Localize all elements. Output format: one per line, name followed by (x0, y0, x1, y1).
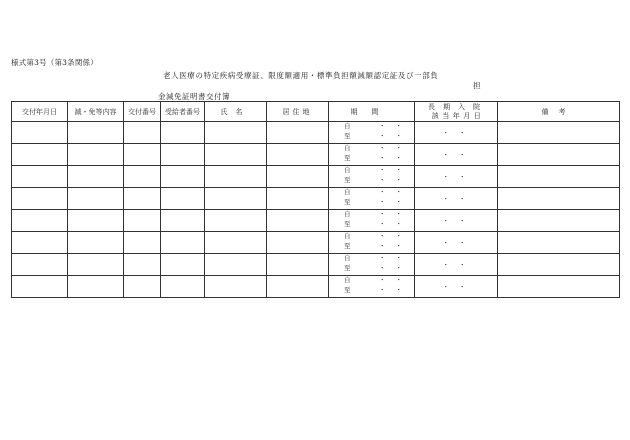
cell-name[interactable] (205, 210, 267, 232)
cell-address[interactable] (267, 254, 329, 276)
period-to-mark: 至 (344, 176, 351, 184)
period-to-mark: 至 (344, 220, 351, 228)
cell-issue-number[interactable] (124, 276, 161, 298)
cell-address[interactable] (267, 210, 329, 232)
longstay-date-dots: ・・ (442, 239, 476, 247)
header-longstay (415, 102, 498, 122)
table-body (12, 122, 620, 298)
longstay-date-dots: ・・ (442, 151, 476, 159)
cell-remarks[interactable] (498, 232, 620, 254)
cell-address[interactable] (267, 122, 329, 144)
longstay-date-dots: ・・ (442, 173, 476, 181)
period-to-date-dots: ・・ (379, 198, 412, 206)
cell-issue-date[interactable] (12, 276, 68, 298)
period-from-mark: 自 (344, 254, 351, 262)
period-from-date-dots: ・・ (379, 144, 412, 152)
header-period: 期間 (329, 102, 415, 122)
period-from-date-dots: ・・ (379, 122, 412, 130)
cell-reduction-type[interactable] (68, 276, 124, 298)
cell-issue-number[interactable] (124, 232, 161, 254)
cell-issue-date[interactable] (12, 188, 68, 210)
cell-remarks[interactable] (498, 188, 620, 210)
period-to-date-dots: ・・ (379, 154, 412, 162)
form-number-label: 様式第3号（第3条関係） (11, 58, 98, 67)
header-recipient-number: 受給者番号 (161, 102, 205, 122)
cell-remarks[interactable] (498, 144, 620, 166)
cell-name[interactable] (205, 166, 267, 188)
cell-reduction-type[interactable] (68, 122, 124, 144)
document-title-line1: 老人医療の特定疾病受療証、限度額適用・標準負担額減額認定証及び一部負 (163, 71, 439, 80)
cell-reduction-type[interactable] (68, 232, 124, 254)
cell-name[interactable] (205, 188, 267, 210)
header-reduction-type: 減・免等内容 (68, 102, 124, 122)
period-from-mark: 自 (344, 210, 351, 218)
table-row (12, 254, 620, 276)
period-from-date-dots: ・・ (379, 254, 412, 262)
header-name: 氏名 (205, 102, 267, 122)
cell-period[interactable] (329, 254, 415, 276)
document-title-line2: 担 (473, 81, 481, 90)
issuance-register-table (11, 101, 620, 298)
cell-longstay-date[interactable] (415, 188, 498, 210)
table-row (12, 276, 620, 298)
cell-reduction-type[interactable] (68, 166, 124, 188)
cell-recipient-number[interactable] (161, 188, 205, 210)
cell-recipient-number[interactable] (161, 144, 205, 166)
cell-reduction-type[interactable] (68, 210, 124, 232)
cell-longstay-date[interactable] (415, 210, 498, 232)
cell-address[interactable] (267, 188, 329, 210)
cell-period[interactable] (329, 144, 415, 166)
header-longstay-line1: 長期入院 (428, 102, 488, 111)
cell-recipient-number[interactable] (161, 254, 205, 276)
cell-issue-date[interactable] (12, 232, 68, 254)
period-to-mark: 至 (344, 132, 351, 140)
period-to-mark: 至 (344, 242, 351, 250)
cell-longstay-date[interactable] (415, 122, 498, 144)
cell-address[interactable] (267, 144, 329, 166)
table-row (12, 122, 620, 144)
longstay-date-dots: ・・ (442, 217, 476, 225)
header-remarks: 備考 (498, 102, 620, 122)
cell-name[interactable] (205, 232, 267, 254)
cell-longstay-date[interactable] (415, 254, 498, 276)
period-to-mark: 至 (344, 286, 351, 294)
period-from-mark: 自 (344, 276, 351, 284)
table-row (12, 210, 620, 232)
cell-period[interactable] (329, 188, 415, 210)
period-from-date-dots: ・・ (379, 166, 412, 174)
period-to-mark: 至 (344, 198, 351, 206)
cell-issue-number[interactable] (124, 188, 161, 210)
cell-reduction-type[interactable] (68, 188, 124, 210)
table-row (12, 144, 620, 166)
cell-remarks[interactable] (498, 166, 620, 188)
cell-issue-number[interactable] (124, 122, 161, 144)
header-address: 居住地 (267, 102, 329, 122)
table-row (12, 188, 620, 210)
cell-issue-date[interactable] (12, 210, 68, 232)
cell-recipient-number[interactable] (161, 122, 205, 144)
cell-recipient-number[interactable] (161, 210, 205, 232)
table-row (12, 232, 620, 254)
cell-period[interactable] (329, 232, 415, 254)
cell-longstay-date[interactable] (415, 232, 498, 254)
period-to-mark: 至 (344, 154, 351, 162)
cell-address[interactable] (267, 166, 329, 188)
cell-remarks[interactable] (498, 122, 620, 144)
cell-issue-number[interactable] (124, 210, 161, 232)
cell-issue-date[interactable] (12, 144, 68, 166)
period-to-mark: 至 (344, 264, 351, 272)
header-issue-number: 交付番号 (124, 102, 161, 122)
period-from-mark: 自 (344, 232, 351, 240)
cell-reduction-type[interactable] (68, 144, 124, 166)
cell-issue-date[interactable] (12, 122, 68, 144)
period-to-date-dots: ・・ (379, 286, 412, 294)
cell-name[interactable] (205, 122, 267, 144)
cell-remarks[interactable] (498, 210, 620, 232)
longstay-date-dots: ・・ (442, 129, 476, 137)
cell-address[interactable] (267, 276, 329, 298)
period-to-date-dots: ・・ (379, 176, 412, 184)
cell-reduction-type[interactable] (68, 254, 124, 276)
document-title-line3: 金減免証明書交付簿 (158, 92, 230, 101)
header-issue-date: 交付年月日 (12, 102, 68, 122)
cell-name[interactable] (205, 144, 267, 166)
longstay-date-dots: ・・ (442, 283, 476, 291)
longstay-date-dots: ・・ (442, 195, 476, 203)
period-from-mark: 自 (344, 188, 351, 196)
cell-longstay-date[interactable] (415, 144, 498, 166)
cell-longstay-date[interactable] (415, 276, 498, 298)
cell-recipient-number[interactable] (161, 166, 205, 188)
cell-name[interactable] (205, 276, 267, 298)
cell-period[interactable] (329, 166, 415, 188)
cell-address[interactable] (267, 232, 329, 254)
cell-issue-number[interactable] (124, 166, 161, 188)
period-from-date-dots: ・・ (379, 232, 412, 240)
cell-period[interactable] (329, 276, 415, 298)
cell-remarks[interactable] (498, 276, 620, 298)
cell-issue-date[interactable] (12, 166, 68, 188)
cell-issue-number[interactable] (124, 144, 161, 166)
period-from-mark: 自 (344, 122, 351, 130)
period-from-date-dots: ・・ (379, 276, 412, 284)
cell-period[interactable] (329, 122, 415, 144)
cell-remarks[interactable] (498, 254, 620, 276)
period-from-date-dots: ・・ (379, 210, 412, 218)
cell-name[interactable] (205, 254, 267, 276)
period-to-date-dots: ・・ (379, 264, 412, 272)
period-to-date-dots: ・・ (379, 242, 412, 250)
period-from-mark: 自 (344, 144, 351, 152)
period-from-date-dots: ・・ (379, 188, 412, 196)
cell-recipient-number[interactable] (161, 276, 205, 298)
cell-issue-date[interactable] (12, 254, 68, 276)
period-from-mark: 自 (344, 166, 351, 174)
cell-longstay-date[interactable] (415, 166, 498, 188)
table-header-row (12, 102, 620, 122)
period-to-date-dots: ・・ (379, 132, 412, 140)
period-to-date-dots: ・・ (379, 220, 412, 228)
cell-period[interactable] (329, 210, 415, 232)
longstay-date-dots: ・・ (442, 261, 476, 269)
cell-recipient-number[interactable] (161, 232, 205, 254)
header-longstay-line2: 該当年月日 (431, 111, 485, 120)
cell-issue-number[interactable] (124, 254, 161, 276)
table-row (12, 166, 620, 188)
